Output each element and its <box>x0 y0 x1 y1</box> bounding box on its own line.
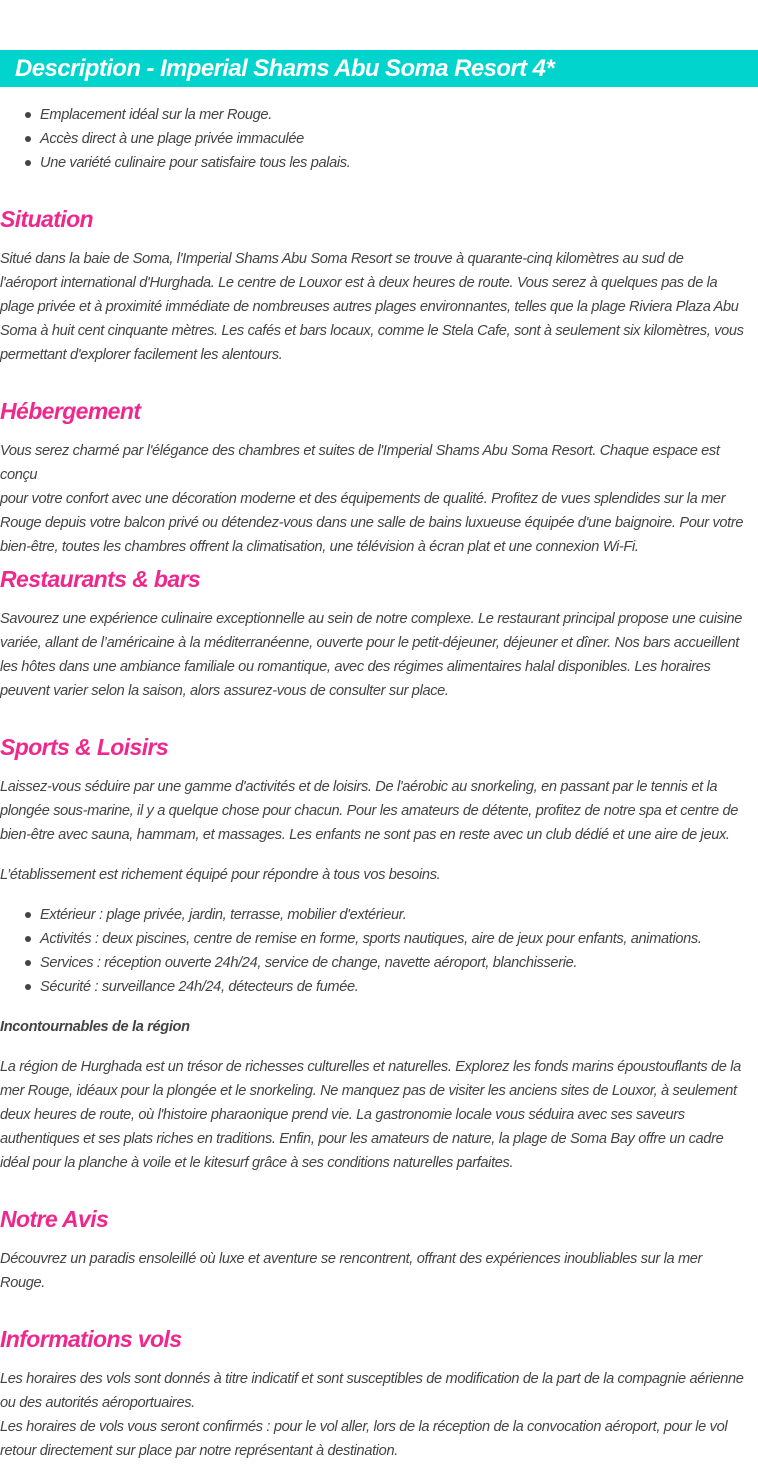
section-avis <box>0 1204 758 1234</box>
highlights-list <box>0 103 758 175</box>
section-sports-body <box>0 775 758 847</box>
bullet-icon <box>25 936 31 942</box>
section-hebergement-body <box>0 439 758 559</box>
list-item-text: Emplacement idéal sur la mer Rouge. <box>40 107 272 123</box>
section-sports <box>0 732 758 762</box>
list-item-text: Sécurité : surveillance 24h/24, détecteurs de fumée. <box>40 979 359 995</box>
section-heading: Sports & Loisirs <box>0 734 169 760</box>
text-line: bien-être avec sauna, hammam, et massages. Les enfants ne sont pas en reste avec un club dédié et une aire de jeux. <box>0 827 730 843</box>
bullet-icon <box>25 912 31 918</box>
highlights-list-container <box>0 103 758 175</box>
text-line: l'aéroport international d'Hurghada. Le centre de Louxor est à deux heures de route. Vous serez à quelques pas de la <box>0 275 718 291</box>
bullet-icon <box>25 112 31 118</box>
bullet-icon <box>25 960 31 966</box>
list-item-text: Services : réception ouverte 24h/24, service de change, navette aéroport, blanchisserie. <box>40 955 578 971</box>
equipment-list-container <box>0 903 758 999</box>
section-vols <box>0 1324 758 1354</box>
text-line: deux heures de route, où l'histoire pharaonique prend vie. La gastronomie locale vous séduira avec ses saveurs <box>0 1107 685 1123</box>
text-line: authentiques et ses plats riches en traditions. Enfin, pour les amateurs de nature, la plage de Soma Bay offre un cadre <box>0 1131 724 1147</box>
page-title: Description - Imperial Shams Abu Soma Resort 4* <box>15 55 555 82</box>
region-body <box>0 1055 758 1175</box>
paragraph <box>0 1367 758 1463</box>
section-heading: Restaurants & bars <box>0 566 201 592</box>
text-line: Découvrez un paradis ensoleillé où luxe et aventure se rencontrent, offrant des expériences inoubliables sur la mer <box>0 1251 703 1267</box>
section-restaurants <box>0 564 758 594</box>
paragraph: L’établissement est richement équipé pour répondre à tous vos besoins. <box>0 867 441 883</box>
section-heading: Situation <box>0 206 93 232</box>
section-hebergement <box>0 396 758 426</box>
bullet-icon <box>25 160 31 166</box>
text-line: mer Rouge, idéaux pour la plongée et le snorkeling. Ne manquez pas de visiter les anciens sites de Louxor, à seulement <box>0 1083 737 1099</box>
text-line: variée, allant de l’américaine à la méditerranéenne, ouverte pour le petit-déjeuner, déjeuner et dîner. Nos bars accueillent <box>0 635 739 651</box>
text-line: La région de Hurghada est un trésor de richesses culturelles et naturelles. Explorez les fonds marins époustouflants de la <box>0 1059 741 1075</box>
bullet-icon <box>25 984 31 990</box>
section-heading: Informations vols <box>0 1326 182 1352</box>
equipment-list <box>0 903 758 999</box>
text-line: plongée sous-marine, il y a quelque chose pour chacun. Pour les amateurs de détente, profitez de notre spa et centre de <box>0 803 738 819</box>
text-line: Soma à huit cent cinquante mètres. Les cafés et bars locaux, comme le Stela Cafe, sont à seulement six kilomètres, vous <box>0 323 744 339</box>
paragraph <box>0 439 758 559</box>
text-line: peuvent varier selon la saison, alors assurez-vous de consulter sur place. <box>0 683 449 699</box>
text-line: Savourez une expérience culinaire exceptionnelle au sein de notre complexe. Le restaurant principal propose une cuisine <box>0 611 743 627</box>
text-line: plage privée et à proximité immédiate de nombreuses autres plages environnantes, telles que la plage Riviera Plaza Abu <box>0 299 739 315</box>
text-line: Vous serez charmé par l'élégance des chambres et suites de l'Imperial Shams Abu Soma Resort. Chaque espace est conçu <box>0 443 720 483</box>
list-item-text: Activités : deux piscines, centre de remise en forme, sports nautiques, aire de jeux pour enfants, animations. <box>40 931 702 947</box>
section-restaurants-body <box>0 607 758 703</box>
title-bar <box>0 50 758 87</box>
text-line: Les horaires de vols vous seront confirmés : pour le vol aller, lors de la réception de la convocation aéroport, pour le vol <box>0 1419 728 1435</box>
paragraph <box>0 1247 758 1295</box>
section-heading: Notre Avis <box>0 1206 109 1232</box>
section-avis-body <box>0 1247 758 1295</box>
section-heading: Hébergement <box>0 398 141 424</box>
equipment-intro <box>0 863 758 887</box>
text-line: les hôtes dans une ambiance familiale ou romantique, avec des régimes alimentaires halal disponibles. Les horaires <box>0 659 711 675</box>
section-situation <box>0 204 758 234</box>
list-item <box>0 151 758 175</box>
text-line: Laissez-vous séduire par une gamme d'activités et de loisirs. De l'aérobic au snorkeling, en passant par le tennis et la <box>0 779 718 795</box>
text-line: ou des autorités aéroportuaires. <box>0 1395 195 1411</box>
list-item <box>0 975 758 999</box>
text-line: Rouge. <box>0 1275 45 1291</box>
section-situation-body <box>0 247 758 367</box>
text-line: pour votre confort avec une décoration moderne et des équipements de qualité. Profitez de vues splendides sur la mer <box>0 491 726 507</box>
list-item-text: Une variété culinaire pour satisfaire tous les palais. <box>40 155 351 171</box>
text-line: Rouge depuis votre balcon privé ou détendez-vous dans une salle de bains luxueuse équipée d'une baignoire. Pour votre <box>0 515 744 531</box>
text-line: Les horaires des vols sont donnés à titre indicatif et sont susceptibles de modification de la part de la compagnie aérienne <box>0 1371 744 1387</box>
list-item <box>0 927 758 951</box>
text-line: retour directement sur place par notre représentant à destination. <box>0 1443 398 1459</box>
text-line: idéal pour la planche à voile et le kitesurf grâce à ses conditions naturelles parfaites. <box>0 1155 514 1171</box>
text-line: permettant d'explorer facilement les alentours. <box>0 347 283 363</box>
paragraph <box>0 607 758 703</box>
list-item <box>0 903 758 927</box>
list-item-text: Extérieur : plage privée, jardin, terrasse, mobilier d'extérieur. <box>40 907 407 923</box>
section-vols-body <box>0 1367 758 1463</box>
region-subheading: Incontournables de la région <box>0 1019 190 1035</box>
paragraph <box>0 247 758 367</box>
list-item <box>0 127 758 151</box>
bullet-icon <box>25 136 31 142</box>
region-subheading-container <box>0 1015 758 1039</box>
paragraph <box>0 1055 758 1175</box>
text-line: bien-être, toutes les chambres offrent la climatisation, une télévision à écran plat et une connexion Wi-Fi. <box>0 539 639 555</box>
list-item <box>0 103 758 127</box>
list-item-text: Accès direct à une plage privée immaculée <box>40 131 304 147</box>
paragraph <box>0 775 758 847</box>
text-line: Situé dans la baie de Soma, l'Imperial Shams Abu Soma Resort se trouve à quarante-cinq kilomètres au sud de <box>0 251 684 267</box>
list-item <box>0 951 758 975</box>
